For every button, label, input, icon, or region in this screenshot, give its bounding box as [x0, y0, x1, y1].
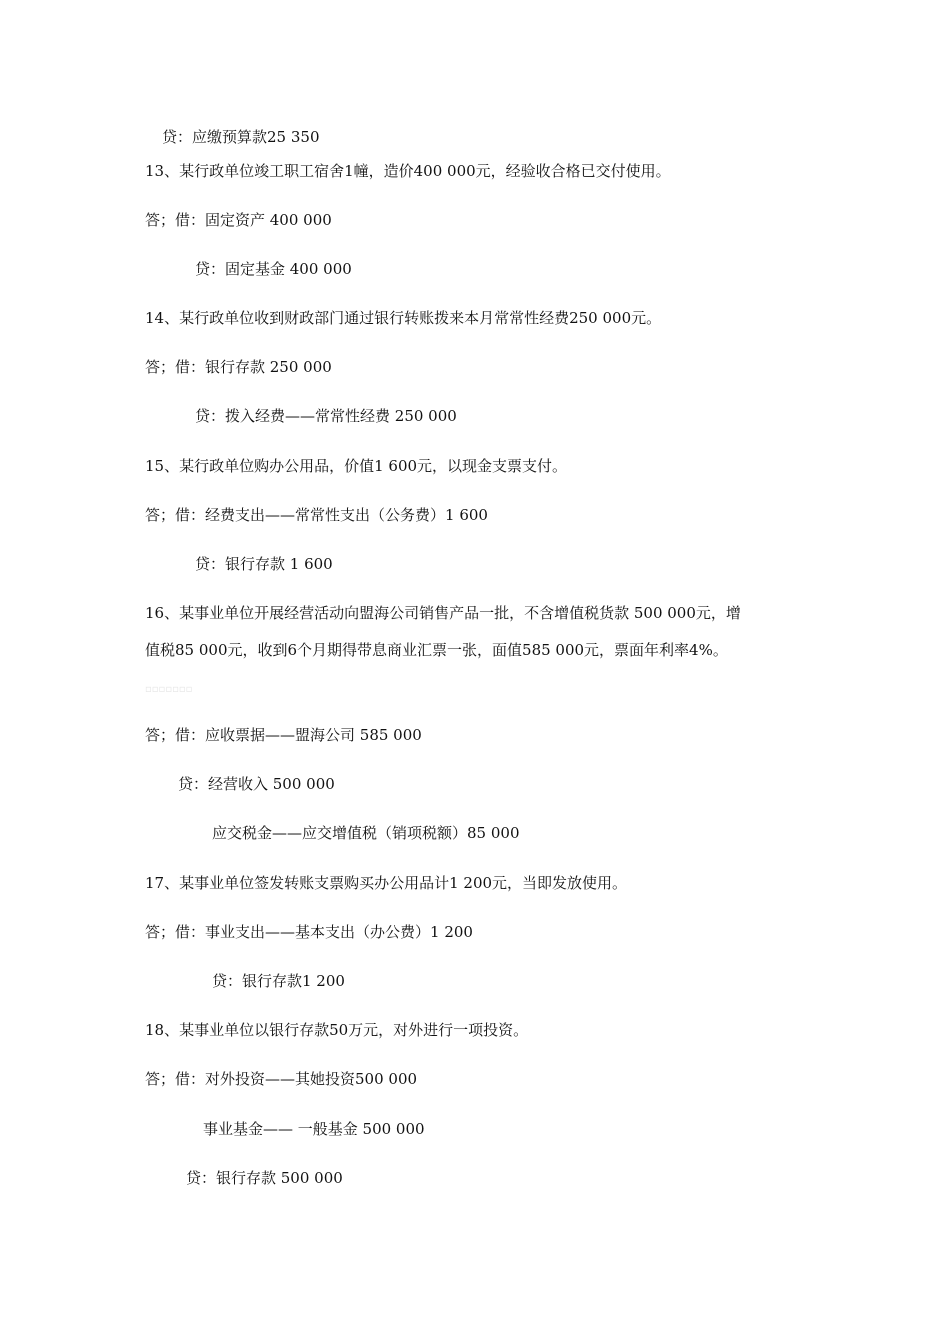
text-line-15: 应交税金——应交增值税（销项税额）85 000 — [212, 824, 520, 842]
text-line-5: 14、某行政单位收到财政部门通过银行转账拨来本月常常性经费250 000元。 — [145, 309, 662, 327]
faint-watermark-text: ▫▫▫▫▫▫▫ — [145, 684, 193, 695]
text-line-18: 贷：银行存款1 200 — [212, 972, 345, 990]
text-line-10: 贷：银行存款 1 600 — [195, 555, 333, 573]
text-line-9: 答；借：经费支出——常常性支出（公务费）1 600 — [145, 506, 488, 524]
text-line-1: 贷：应缴预算款25 350 — [162, 128, 320, 146]
text-line-7: 贷：拨入经费——常常性经费 250 000 — [195, 407, 457, 425]
text-line-21: 事业基金—— 一般基金 500 000 — [203, 1120, 425, 1138]
text-line-3: 答；借：固定资产 400 000 — [145, 211, 332, 229]
text-line-2: 13、某行政单位竣工职工宿舍1幢，造价400 000元，经验收合格已交付使用。 — [145, 162, 671, 180]
text-line-4: 贷：固定基金 400 000 — [195, 260, 352, 278]
text-line-20: 答；借：对外投资——其她投资500 000 — [145, 1070, 418, 1088]
text-line-8: 15、某行政单位购办公用品，价值1 600元，以现金支票支付。 — [145, 457, 568, 475]
text-line-14: 贷：经营收入 500 000 — [178, 775, 335, 793]
text-line-17: 答；借：事业支出——基本支出（办公费）1 200 — [145, 923, 473, 941]
text-line-11: 16、某事业单位开展经营活动向盟海公司销售产品一批，不含增值税货款 500 000元，增 — [145, 604, 741, 622]
text-line-6: 答；借：银行存款 250 000 — [145, 358, 332, 376]
text-line-12: 值税85 000元，收到6个月期得带息商业汇票一张，面值585 000元，票面年利率4%。 — [145, 641, 728, 659]
text-line-16: 17、某事业单位签发转账支票购买办公用品计1 200元，当即发放使用。 — [145, 874, 628, 892]
text-line-13: 答；借：应收票据——盟海公司 585 000 — [145, 726, 422, 744]
text-line-22: 贷：银行存款 500 000 — [186, 1169, 343, 1187]
text-line-19: 18、某事业单位以银行存款50万元，对外进行一项投资。 — [145, 1021, 529, 1039]
